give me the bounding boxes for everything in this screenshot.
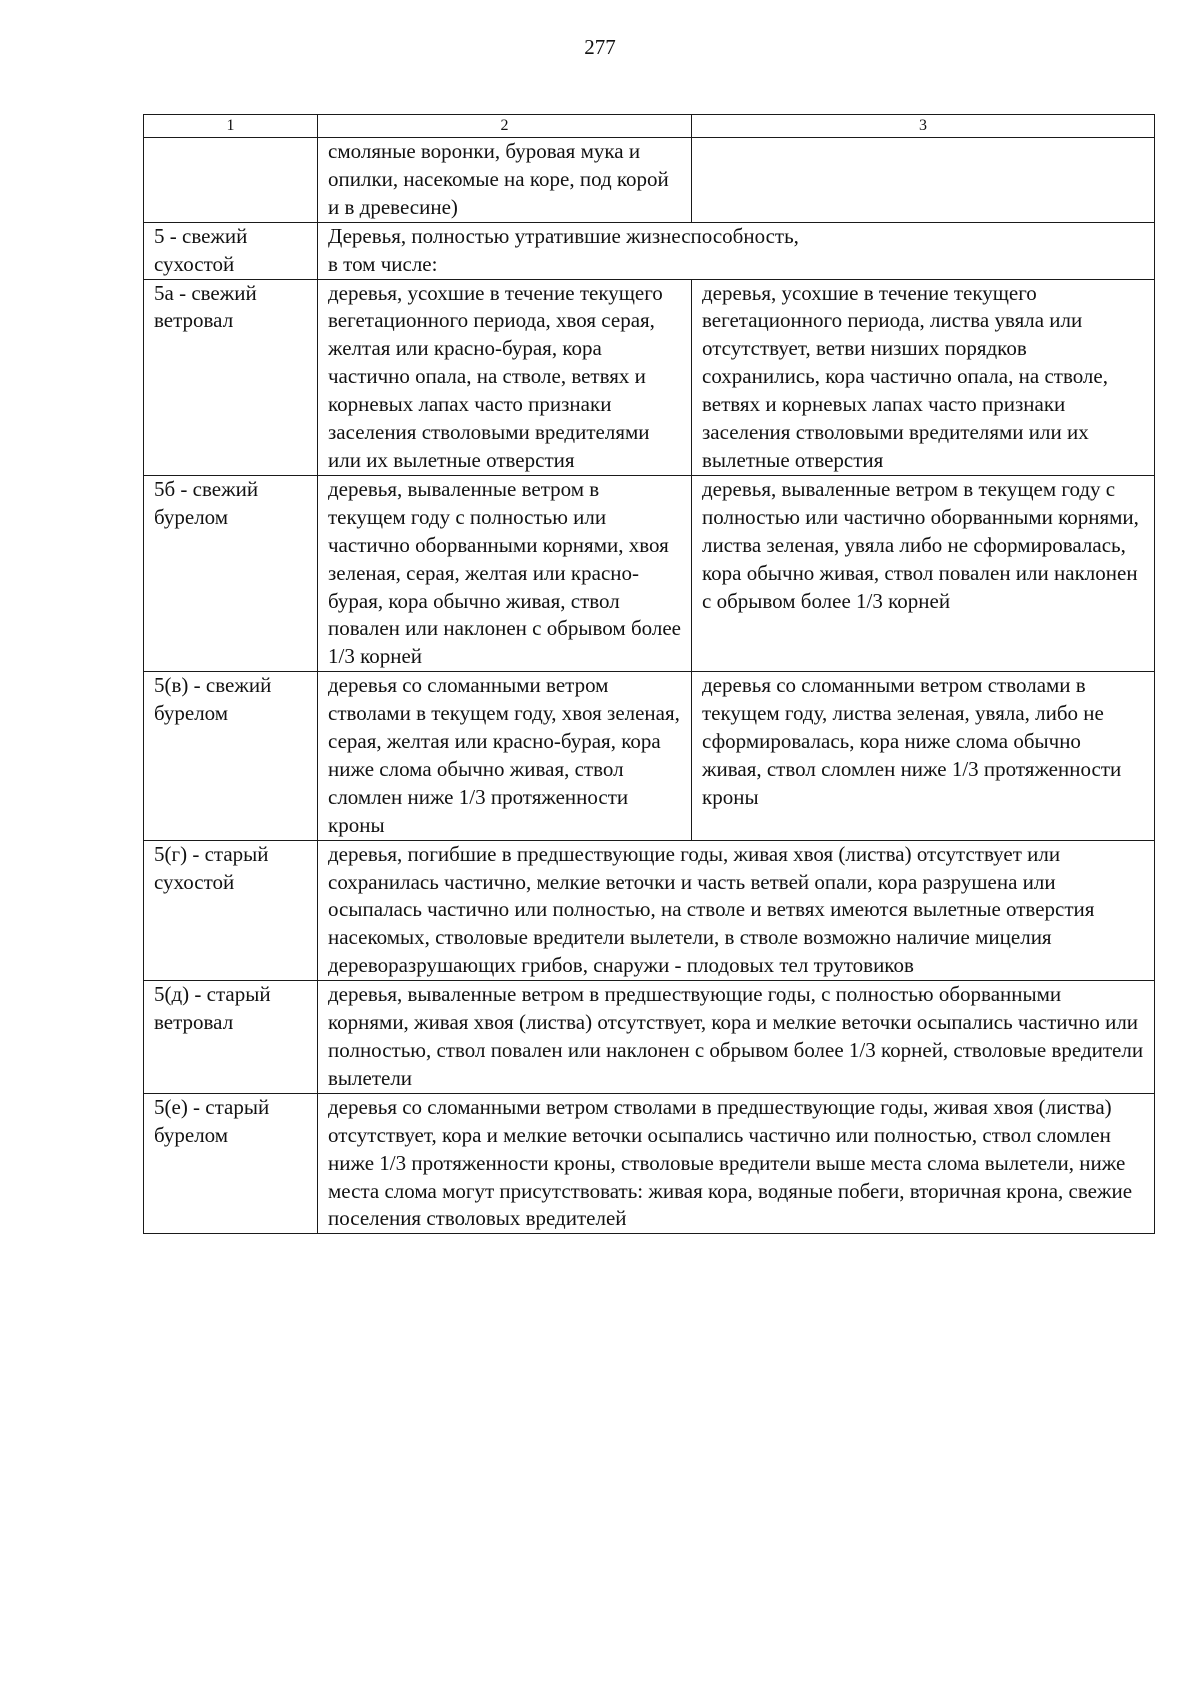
category-cell: 5(е) - старый бурелом [144,1093,318,1234]
category-cell: 5(в) - свежий бурелом [144,672,318,840]
category-cell: 5(г) - старый сухостой [144,840,318,981]
description-cell-col2: деревья, вываленные ветром в текущем году с полностью или частично оборванными корнями, хвоя зеленая, серая, желтая или красно-бурая, кора обычно живая, ствол повален или наклонен с обрывом более 1/3 корней [318,475,692,671]
header-cell-3: 3 [692,115,1155,138]
damage-category-table [143,114,1155,1234]
table-row-continuation [144,138,1155,223]
table-row-5g [144,840,1155,981]
table-row-5v [144,672,1155,840]
category-cell [144,138,318,223]
table-row-5d [144,981,1155,1094]
header-cell-2: 2 [318,115,692,138]
description-cell-col3: деревья со сломанными ветром стволами в текущем году, листва зеленая, увяла, либо не сформировалась, кора ниже слома обычно живая, ствол сломлен ниже 1/3 протяженности кроны [692,672,1155,840]
category-cell: 5б - свежий бурелом [144,475,318,671]
description-cell-col2: деревья, усохшие в течение текущего вегетационного периода, хвоя серая, желтая или красно-бурая, кора частично опала, на стволе, ветвях и корневых лапах часто признаки заселения стволовыми вредителями или их вылетные отверстия [318,279,692,475]
table-row-5 [144,222,1155,279]
category-cell: 5(д) - старый ветровал [144,981,318,1094]
description-cell-col3: деревья, усохшие в течение текущего вегетационного периода, листва увяла или отсутствует, ветви низших порядков сохранились, кора частично опала, на стволе, ветвях и корневых лапах часто признаки заселения стволовыми вредителями или их вылетные отверстия [692,279,1155,475]
description-cell-col2: смоляные воронки, буровая мука и опилки, насекомые на коре, под корой и в древесине) [318,138,692,223]
description-cell-col3 [692,138,1155,223]
page-number: 277 [584,35,616,59]
table-header-row [144,115,1155,138]
merged-description-cell: деревья, вываленные ветром в предшествующие годы, с полностью оборванными корнями, живая хвоя (листва) отсутствует, кора и мелкие веточки осыпались частично или полностью, ствол повален или наклонен с обрывом более 1/3 корней, стволовые вредители вылетели [318,981,1155,1094]
table-row-5a [144,279,1155,475]
category-cell: 5а - свежий ветровал [144,279,318,475]
merged-description-cell: Деревья, полностью утратившие жизнеспособность, в том числе: [318,222,1155,279]
header-cell-1: 1 [144,115,318,138]
table-row-5b [144,475,1155,671]
merged-description-cell: деревья, погибшие в предшествующие годы, живая хвоя (листва) отсутствует или сохранилась частично, мелкие веточки и часть ветвей опали, кора разрушена или осыпалась частично или полностью, на стволе и ветвях имеются вылетные отверстия насекомых, стволовые вредители вылетели, в стволе возможно наличие мицелия дереворазрушающих грибов, снаружи - плодовых тел трутовиков [318,840,1155,981]
merged-description-cell: деревья со сломанными ветром стволами в предшествующие годы, живая хвоя (листва) отсутствует, кора и мелкие веточки осыпались частично или полностью, ствол сломлен ниже 1/3 протяженности кроны, стволовые вредители выше места слома вылетели, ниже места слома могут присутствовать: живая кора, водяные побеги, вторичная крона, свежие поселения стволовых вредителей [318,1093,1155,1234]
table-row-5e [144,1093,1155,1234]
description-cell-col2: деревья со сломанными ветром стволами в текущем году, хвоя зеленая, серая, желтая или красно-бурая, кора ниже слома обычно живая, ствол сломлен ниже 1/3 протяженности кроны [318,672,692,840]
category-cell: 5 - свежий сухостой [144,222,318,279]
description-cell-col3: деревья, вываленные ветром в текущем году с полностью или частично оборванными корнями, листва зеленая, увяла либо не сформировалась, кора обычно живая, ствол повален или наклонен с обрывом более 1/3 корней [692,475,1155,671]
